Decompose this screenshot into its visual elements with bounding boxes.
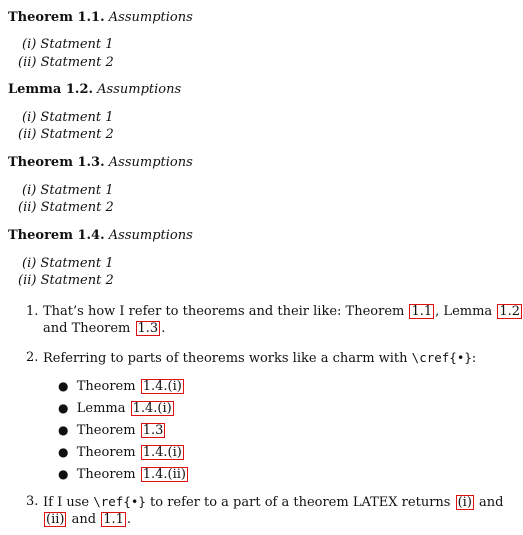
list-number-2: 2. xyxy=(26,350,39,365)
theorem-1-3-item-ii: (ii) Statment 2 xyxy=(18,200,114,215)
theorem-1-4-item-i: (i) Statment 1 xyxy=(22,256,114,271)
theorem-title: Assumptions xyxy=(108,228,193,243)
list-item-text: to refer to a part of a theorem LATEX returns xyxy=(145,495,455,510)
ref-code: \ref{•} xyxy=(93,494,146,509)
list-number-3: 3. xyxy=(26,494,39,509)
list-item-text: and xyxy=(67,512,101,527)
theorem-head: Theorem 1.3. xyxy=(8,155,105,170)
ref-link-1-1[interactable]: 1.1 xyxy=(103,512,124,527)
bullet-icon: ● xyxy=(58,423,69,437)
theorem-title: Assumptions xyxy=(97,82,182,97)
ref-link-1-4-i[interactable]: 1.4.(i) xyxy=(142,379,182,394)
theorem-head: Lemma 1.2. xyxy=(8,82,94,97)
ref-link-1-4-ii[interactable]: 1.4.(ii) xyxy=(142,467,186,482)
bullet-item-3 xyxy=(58,422,166,439)
theorem-1-3-item-i: (i) Statment 1 xyxy=(22,183,114,198)
list-item-2-line xyxy=(43,350,476,367)
list-item-text: : xyxy=(471,351,477,366)
bullet-item-2 xyxy=(58,400,175,417)
bullet-label: Theorem xyxy=(76,423,140,438)
theorem-1-4-item-ii: (ii) Statment 2 xyxy=(18,273,114,288)
ref-link-i[interactable]: (i) xyxy=(457,495,472,510)
list-item-text: That’s how I refer to theorems and their like: Theorem xyxy=(43,304,409,319)
list-item-1-line-1 xyxy=(43,304,523,320)
list-item-text: , Lemma xyxy=(435,304,497,319)
list-item-text: Referring to parts of theorems works like a charm with xyxy=(43,351,412,366)
bullet-item-4 xyxy=(58,444,185,461)
list-item-text: and Theorem xyxy=(43,321,135,336)
ref-link-theorem-1-3[interactable]: 1.3 xyxy=(137,321,159,336)
lemma-1-2-item-i: (i) Statment 1 xyxy=(22,110,114,125)
ref-link-1-4-i[interactable]: 1.4.(i) xyxy=(132,401,172,416)
bullet-label: Lemma xyxy=(76,401,130,416)
theorem-1-1-item-i: (i) Statment 1 xyxy=(22,37,114,52)
list-item-text: . xyxy=(161,321,166,336)
theorem-1-4-heading xyxy=(8,228,193,244)
bullet-icon: ● xyxy=(58,401,69,415)
bullet-icon: ● xyxy=(58,379,69,393)
list-item-1-line-2 xyxy=(43,321,165,337)
theorem-title: Assumptions xyxy=(108,155,193,170)
bullet-label: Theorem xyxy=(76,445,140,460)
list-item-3-line-2 xyxy=(43,512,131,528)
list-item-3-line-1 xyxy=(43,494,503,511)
ref-link-ii[interactable]: (ii) xyxy=(46,512,65,527)
theorem-1-3-heading xyxy=(8,155,193,171)
theorem-title: Assumptions xyxy=(108,10,193,25)
lemma-1-2-heading xyxy=(8,82,181,98)
bullet-item-1 xyxy=(58,378,185,395)
theorem-1-1-heading xyxy=(8,10,193,26)
theorem-head: Theorem 1.4. xyxy=(8,228,105,243)
bullet-icon: ● xyxy=(58,445,69,459)
theorem-head: Theorem 1.1. xyxy=(8,10,105,25)
list-number-1: 1. xyxy=(26,304,39,319)
bullet-label: Theorem xyxy=(76,379,140,394)
ref-link-1-4-i[interactable]: 1.4.(i) xyxy=(142,445,182,460)
bullet-item-5 xyxy=(58,466,189,483)
ref-link-lemma-1-2[interactable]: 1.2 xyxy=(499,304,520,319)
ref-link-theorem-1-1[interactable]: 1.1 xyxy=(411,304,433,319)
list-item-text: and xyxy=(474,495,504,510)
ref-link-1-3[interactable]: 1.3 xyxy=(142,423,164,438)
lemma-1-2-item-ii: (ii) Statment 2 xyxy=(18,127,114,142)
list-item-text: If I use xyxy=(43,495,94,510)
list-item-text: . xyxy=(126,512,132,527)
theorem-1-1-item-ii: (ii) Statment 2 xyxy=(18,55,114,70)
bullet-label: Theorem xyxy=(76,467,140,482)
bullet-icon: ● xyxy=(58,467,69,481)
cref-code: \cref{•} xyxy=(411,350,472,365)
